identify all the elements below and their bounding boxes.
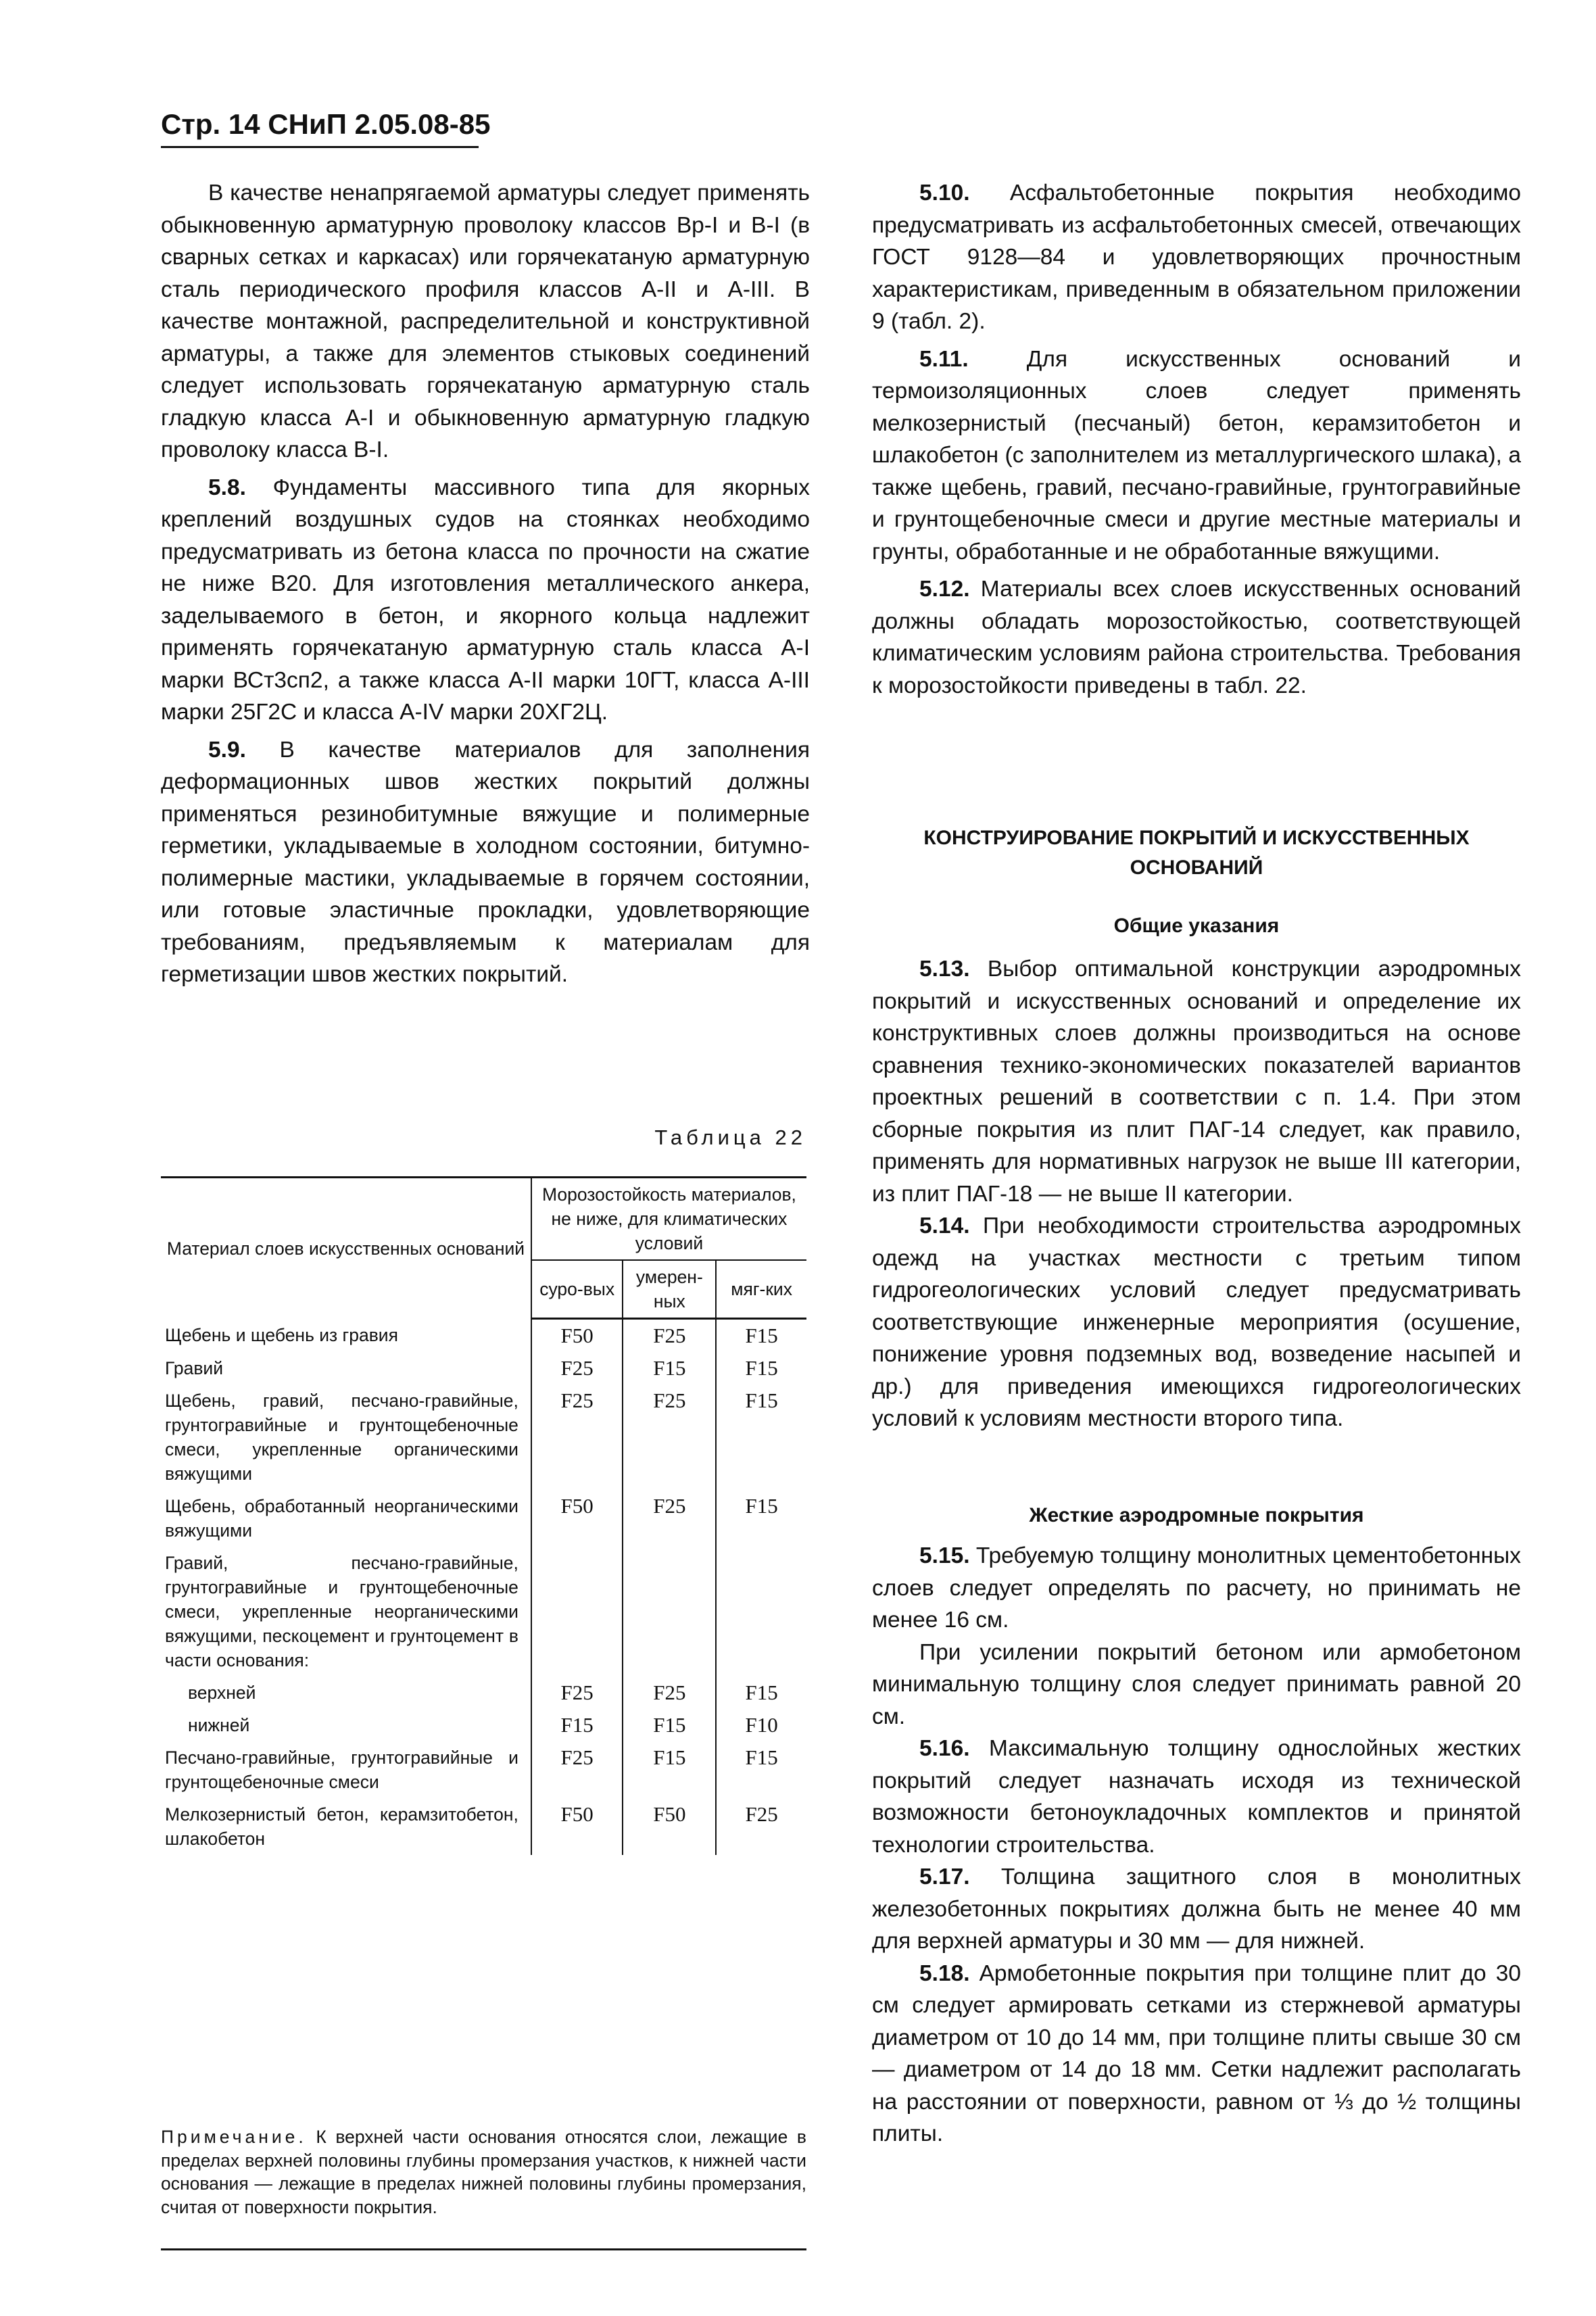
material-name: Щебень, гравий, песчано-гравийные, грунтогравийные и грунтощебеночные смеси, укрепленные органическими вяжущими xyxy=(165,1391,518,1484)
paragraph-number: 5.11. xyxy=(919,346,969,372)
material-name: Мелкозернистый бетон, керамзитобетон, шлакобетон xyxy=(165,1804,518,1849)
frost-value: F25 xyxy=(531,1352,623,1384)
material-name: Гравий, песчано-гравийные, грунтогравийные и грунтощебеночные смеси, укрепленные неорганическими вяжущими, пескоцемент и грунтоцемент в части основания: xyxy=(165,1553,518,1670)
frost-value: F15 xyxy=(716,1352,806,1384)
paragraph-number: 5.14. xyxy=(919,1213,970,1238)
paragraph-5-14 xyxy=(872,1210,1521,1435)
paragraph-number: 5.18. xyxy=(919,1960,970,1986)
frost-value: F25 xyxy=(623,1384,716,1490)
frost-value: F15 xyxy=(716,1319,806,1353)
column-header-moderate: умерен-ных xyxy=(623,1260,716,1319)
paragraph-text: При усилении покрытий бетоном или армобетоном минимальную толщину слоя следует принимать равной 20 см. xyxy=(872,1639,1521,1729)
frost-resistance-table xyxy=(161,1176,806,1855)
subsection-general: Общие указания xyxy=(1113,915,1280,937)
material-name: Щебень и щебень из гравия xyxy=(165,1324,398,1345)
material-name: Гравий xyxy=(165,1358,224,1378)
paragraph-number: 5.9. xyxy=(208,737,246,763)
paragraph-text: Материалы всех слоев искусственных оснований должны обладать морозостойкостью, соответствующей климатическим условиям района строительства. Требования к морозостойкости приведены в табл. 22. xyxy=(872,577,1521,698)
column-header-harsh: суро-вых xyxy=(531,1260,623,1319)
material-name: Щебень, обработанный неорганическими вяжущими xyxy=(165,1496,518,1541)
table-row xyxy=(161,1547,806,1676)
paragraph-5-10 xyxy=(872,177,1521,338)
paragraph-5-18 xyxy=(872,1958,1521,2150)
paragraph-text: Асфальтобетонные покрытия необходимо предусматривать из асфальтобетонных смесей, отвечающих ГОСТ 9128—84 и удовлетворяющих прочностным характеристикам, приведенным в обязательном приложении 9 (табл. 2). xyxy=(872,180,1521,334)
note-rule xyxy=(161,2248,806,2250)
column-header-frost: Морозостойкость материалов, не ниже, для климатических условий xyxy=(531,1178,806,1261)
paragraph-text: Армобетонные покрытия при толщине плит до 30 см следует армировать сетками из стержневой арматуры диаметром от 10 до 14 мм, при толщине плиты свыше 30 см — диаметром от 14 до 18 мм. Сетки надлежит располагать на расстоянии от поверхности, равном от ⅓ до ½ толщины плиты. xyxy=(872,1960,1521,2146)
note-heading: Примечание. xyxy=(161,2127,307,2147)
paragraph-5-12 xyxy=(872,573,1521,702)
right-column-bottom xyxy=(872,1540,1521,2150)
paragraph-text: Выбор оптимальной конструкции аэродромных покрытий и искусственных оснований и определение их конструктивных слоев должны производиться на основе сравнения технико-экономических показателей вариантов проектных решений в соответствии с п. 1.4. При этом сборные покрытия из плит ПАГ-14 следует, как правило, применять для нормативных нагрузок не выше III категории, из плит ПАГ-18 — не выше II категории. xyxy=(872,957,1521,1207)
paragraph-reinforcement xyxy=(161,177,810,466)
frost-value: F15 xyxy=(531,1709,623,1741)
paragraph-text: Требуемую толщину монолитных цементобетонных слоев следует определять по расчету, но принимать не менее 16 см. xyxy=(872,1543,1521,1633)
paragraph-5-13 xyxy=(872,953,1521,1210)
frost-value: F25 xyxy=(623,1319,716,1353)
paragraph-5-9 xyxy=(161,734,810,991)
frost-value: F15 xyxy=(623,1709,716,1741)
paragraph-5-11 xyxy=(872,343,1521,569)
paragraph-text: Толщина защитного слоя в монолитных железобетонных покрытиях должна быть не менее 40 мм для верхней арматуры и 30 мм — для нижней. xyxy=(872,1864,1521,1954)
paragraph-text: При необходимости строительства аэродромных одежд на участках местности с третьим типом гидрогеологических условий следует предусматривать соответствующие инженерные мероприятия (осушение, понижение уровня подземных вод, возведение насыпей и др.) для приведения имеющихся гидрогеологических условий к условиям местности второго типа. xyxy=(872,1213,1521,1431)
paragraph-number: 5.8. xyxy=(208,475,246,500)
frost-value: F15 xyxy=(623,1352,716,1384)
frost-value: F15 xyxy=(716,1741,806,1798)
material-name: нижней xyxy=(188,1715,250,1735)
note-text: К верхней части основания относятся слои, лежащие в пределах верхней половины глубины промерзания участков, к нижней части основания — лежащие в пределах нижней половины глубины промерзания, считая от поверхности покрытия. xyxy=(161,2127,806,2217)
frost-value: F25 xyxy=(531,1741,623,1798)
subsection-rigid: Жесткие аэродромные покрытия xyxy=(1029,1504,1364,1526)
page-header: Стр. 14 СНиП 2.05.08-85 xyxy=(161,108,491,140)
column-header-material: Материал слоев искусственных оснований xyxy=(161,1178,531,1319)
paragraph-number: 5.12. xyxy=(919,577,970,602)
table-row xyxy=(161,1352,806,1384)
section-title: КОНСТРУИРОВАНИЕ ПОКРЫТИЙ И ИСКУССТВЕННЫХ ОСНОВАНИЙ xyxy=(923,827,1470,879)
paragraph-number: 5.17. xyxy=(919,1864,970,1889)
header-rule xyxy=(161,146,479,148)
paragraph-number: 5.16. xyxy=(919,1736,970,1761)
paragraph-5-17 xyxy=(872,1861,1521,1958)
frost-value: F50 xyxy=(623,1798,716,1855)
frost-value xyxy=(623,1547,716,1676)
frost-value: F25 xyxy=(531,1384,623,1490)
table-row xyxy=(161,1741,806,1798)
frost-value: F50 xyxy=(531,1319,623,1353)
frost-value: F25 xyxy=(716,1798,806,1855)
paragraph-5-8 xyxy=(161,472,810,729)
frost-value: F25 xyxy=(531,1676,623,1709)
table-row xyxy=(161,1676,806,1709)
table-row xyxy=(161,1709,806,1741)
paragraph-text: Для искусственных оснований и термоизоляционных слоев следует применять мелкозернистый (песчаный) бетон, керамзитобетон и шлакобетон (с заполнителем из металлургического шлака), а также щебень, гравий, песчано-гравийные, грунтогравийные и грунтощебеночные смеси и другие местные материалы и грунты, обработанные и не обработанные вяжущими. xyxy=(872,346,1521,564)
frost-value xyxy=(716,1547,806,1676)
table-row xyxy=(161,1490,806,1547)
material-name: Песчано-гравийные, грунтогравийные и грунтощебеночные смеси xyxy=(165,1747,518,1792)
frost-value: F25 xyxy=(623,1490,716,1547)
frost-value: F15 xyxy=(623,1741,716,1798)
column-header-mild: мяг-ких xyxy=(716,1260,806,1319)
paragraph-text: В качестве ненапрягаемой арматуры следует применять обыкновенную арматурную проволоку классов Вр-I и В-I (в сварных сетках и каркасах) или горячекатаную арматурную сталь периодического профиля классов А-II и А-III. В качестве монтажной, распределительной и конструктивной арматуры, а также для элементов стыковых соединений следует использовать горячекатаную арматурную сталь гладкую класса А-I и обыкновенную арматурную гладкую проволоку класса В-I. xyxy=(161,180,810,462)
paragraph-text: В качестве материалов для заполнения деформационных швов жестких покрытий должны применяться резинобитумные вяжущие и полимерные герметики, укладываемые в холодном состоянии, битумно-полимерные мастики, укладываемые в горячем состоянии, или готовые эластичные прокладки, удовлетворяющие требованиям, предъявляемым к материалам для герметизации швов жестких покрытий. xyxy=(161,737,810,987)
paragraph-number: 5.10. xyxy=(919,180,970,206)
paragraph-5-15 xyxy=(872,1540,1521,1637)
frost-value: F50 xyxy=(531,1798,623,1855)
frost-value: F25 xyxy=(623,1676,716,1709)
paragraph-text: Фундаменты массивного типа для якорных креплений воздушных судов на стоянках необходимо предусматривать из бетона класса по прочности на сжатие не ниже В20. Для изготовления металлического анкера, заделываемого в бетон, и якорного кольца надлежит применять горячекатаную арматурную сталь класса А-I марки ВСт3сп2, а также класса А-II марки 10ГТ, класса А-III марки 25Г2С и класса А-IV марки 20ХГ2Ц. xyxy=(161,475,810,725)
paragraph-number: 5.13. xyxy=(919,957,970,982)
right-column-middle xyxy=(872,953,1521,1435)
paragraph-5-15b xyxy=(872,1637,1521,1733)
frost-value: F50 xyxy=(531,1490,623,1547)
right-column-top xyxy=(872,177,1521,702)
table-row xyxy=(161,1384,806,1490)
frost-value xyxy=(531,1547,623,1676)
table-title: Таблица 22 xyxy=(654,1126,806,1149)
frost-value: F15 xyxy=(716,1384,806,1490)
paragraph-text: Максимальную толщину однослойных жестких покрытий следует назначать исходя из технической возможности бетоноукладочных комплектов и принятой технологии строительства. xyxy=(872,1736,1521,1858)
frost-value: F15 xyxy=(716,1490,806,1547)
table-row xyxy=(161,1319,806,1353)
paragraph-5-16 xyxy=(872,1733,1521,1861)
left-column xyxy=(161,177,810,991)
table-note xyxy=(161,2125,806,2219)
material-name: верхней xyxy=(188,1683,256,1703)
frost-value: F15 xyxy=(716,1676,806,1709)
frost-value: F10 xyxy=(716,1709,806,1741)
paragraph-number: 5.15. xyxy=(919,1543,970,1568)
table-row xyxy=(161,1798,806,1855)
